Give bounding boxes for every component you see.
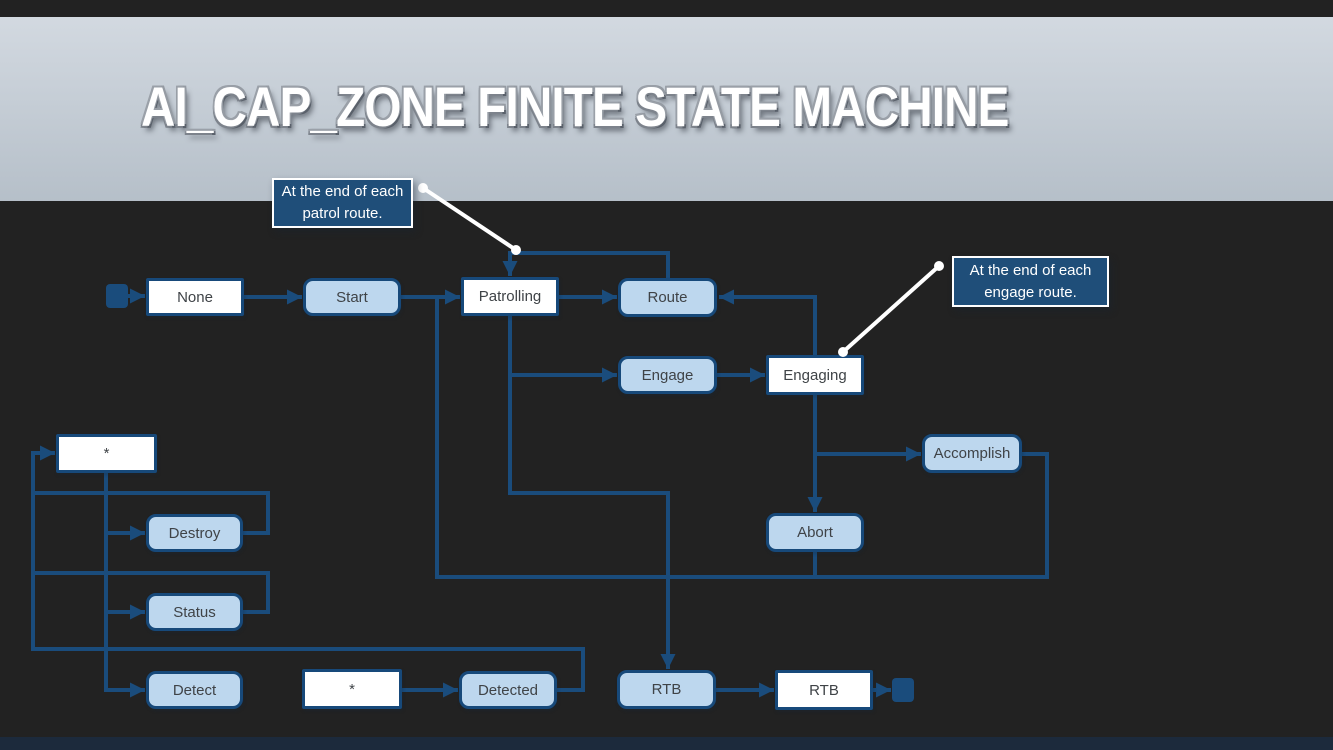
state-star-any-2: * bbox=[302, 669, 402, 709]
leader-engage-dot-end bbox=[838, 347, 848, 357]
state-patrolling: Patrolling bbox=[461, 277, 559, 316]
leader-engage-line bbox=[843, 266, 939, 352]
page-title: AI_CAP_ZONE FINITE STATE MACHINE bbox=[141, 75, 1009, 138]
state-start: Start bbox=[303, 278, 401, 316]
callout-patrol-text: At the end of each patrol route. bbox=[281, 183, 404, 222]
state-engaging: Engaging bbox=[766, 355, 864, 395]
state-rtb-final: RTB bbox=[775, 670, 873, 710]
leader-patrol-dot-end bbox=[511, 245, 521, 255]
state-abort: Abort bbox=[766, 513, 864, 552]
state-destroy: Destroy bbox=[146, 514, 243, 552]
leader-patrol-dot-start bbox=[418, 183, 428, 193]
leader-engage-dot-start bbox=[934, 261, 944, 271]
state-route: Route bbox=[618, 278, 717, 317]
state-engage: Engage bbox=[618, 356, 717, 394]
callout-patrol-route bbox=[272, 178, 413, 228]
state-detected: Detected bbox=[459, 671, 557, 709]
state-star-any: * bbox=[56, 434, 157, 473]
leader-patrol-line bbox=[423, 188, 516, 250]
callout-engage-route bbox=[952, 256, 1109, 307]
state-accomplish: Accomplish bbox=[922, 434, 1022, 473]
state-status: Status bbox=[146, 593, 243, 631]
state-none: None bbox=[146, 278, 244, 316]
state-rtb: RTB bbox=[617, 670, 716, 709]
callout-engage-text: At the end of each engage route. bbox=[969, 261, 1092, 301]
state-detect: Detect bbox=[146, 671, 243, 709]
